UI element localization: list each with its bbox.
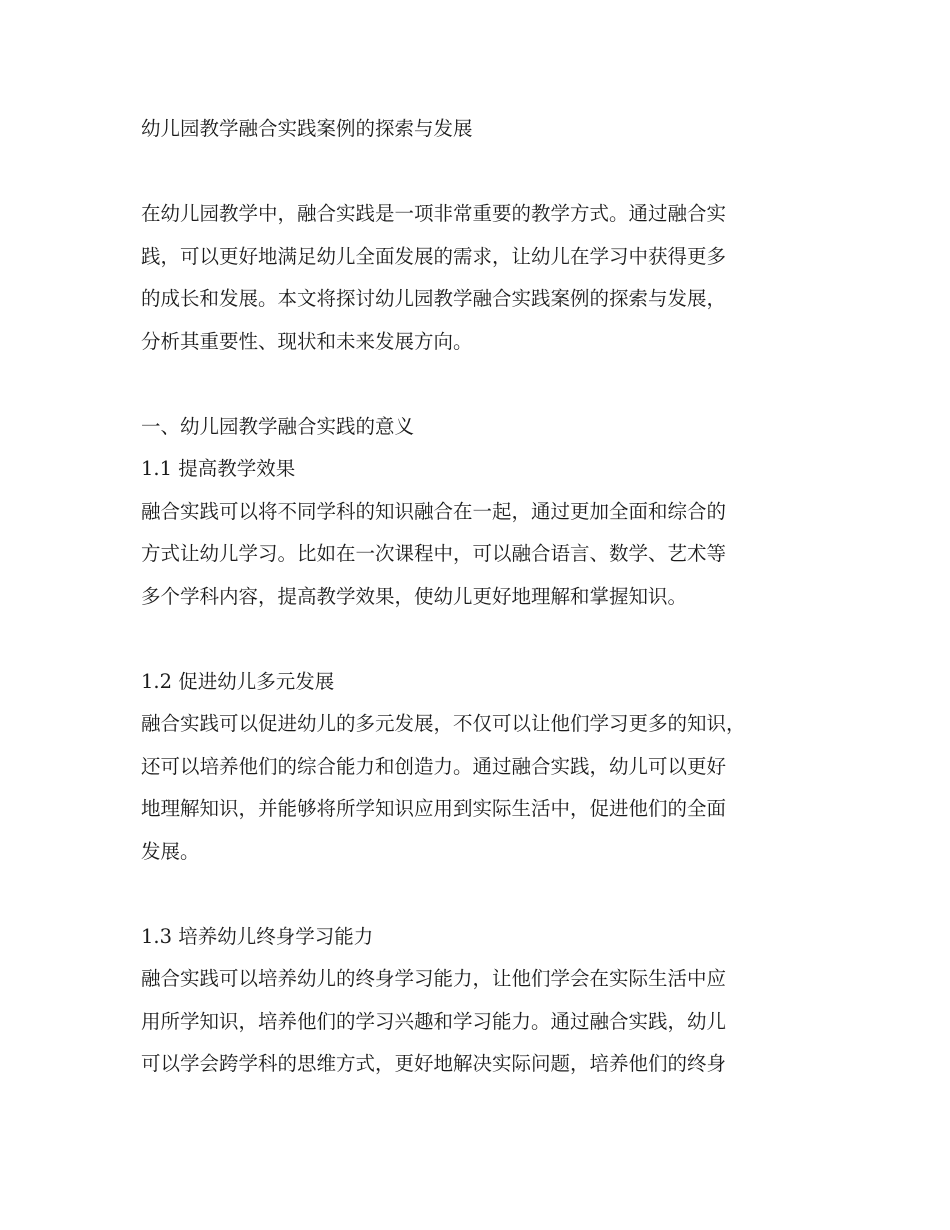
subsection-1-2-line-1: 融合实践可以促进幼儿的多元发展，不仅可以让他们学习更多的知识， [141,712,746,735]
spacer [141,151,841,194]
subsection-1-1-line-3: 多个学科内容，提高教学效果，使幼儿更好地理解和掌握知识。 [141,584,688,608]
subsection-1-3-line-3: 可以学会跨学科的思维方式，更好地解决实际问题，培养他们的终身 [141,1052,727,1075]
intro-line-2: 践，可以更好地满足幼儿全面发展的需求，让幼儿在学习中获得更多 [141,244,727,268]
spacer [141,618,841,661]
intro-line-3: 的成长和发展。本文将探讨幼儿园教学融合实践案例的探索与发展， [141,287,727,310]
subsection-1-3-line-2: 用所学知识，培养他们的学习兴趣和学习能力。通过融合实践，幼儿 [141,1009,727,1033]
spacer [141,363,841,406]
spacer [141,873,841,916]
subsection-1-1-line-1: 融合实践可以将不同学科的知识融合在一起，通过更加全面和综合的 [141,499,727,523]
document-title: 幼儿园教学融合实践案例的探索与发展 [141,117,473,140]
subsection-1-1-heading: 1.1 提高教学效果 [141,457,296,480]
subsection-1-2-heading: 1.2 促进幼儿多元发展 [141,669,335,693]
document-body [141,108,841,1086]
subsection-1-2-line-3: 地理解知识，并能够将所学知识应用到实际生活中，促进他们的全面 [141,797,727,820]
subsection-1-3-line-1: 融合实践可以培养幼儿的终身学习能力，让他们学会在实际生活中应 [141,967,727,990]
subsection-1-3-heading: 1.3 培养幼儿终身学习能力 [141,924,374,948]
subsection-1-1-line-2: 方式让幼儿学习。比如在一次课程中，可以融合语言、数学、艺术等 [141,542,727,565]
intro-line-4: 分析其重要性、现状和未来发展方向。 [141,329,473,353]
section-1-heading: 一、幼儿园教学融合实践的意义 [141,414,415,438]
intro-line-1: 在幼儿园教学中，融合实践是一项非常重要的教学方式。通过融合实 [141,202,727,225]
subsection-1-2-line-2: 还可以培养他们的综合能力和创造力。通过融合实践，幼儿可以更好 [141,754,727,778]
subsection-1-2-line-4: 发展。 [141,839,200,863]
